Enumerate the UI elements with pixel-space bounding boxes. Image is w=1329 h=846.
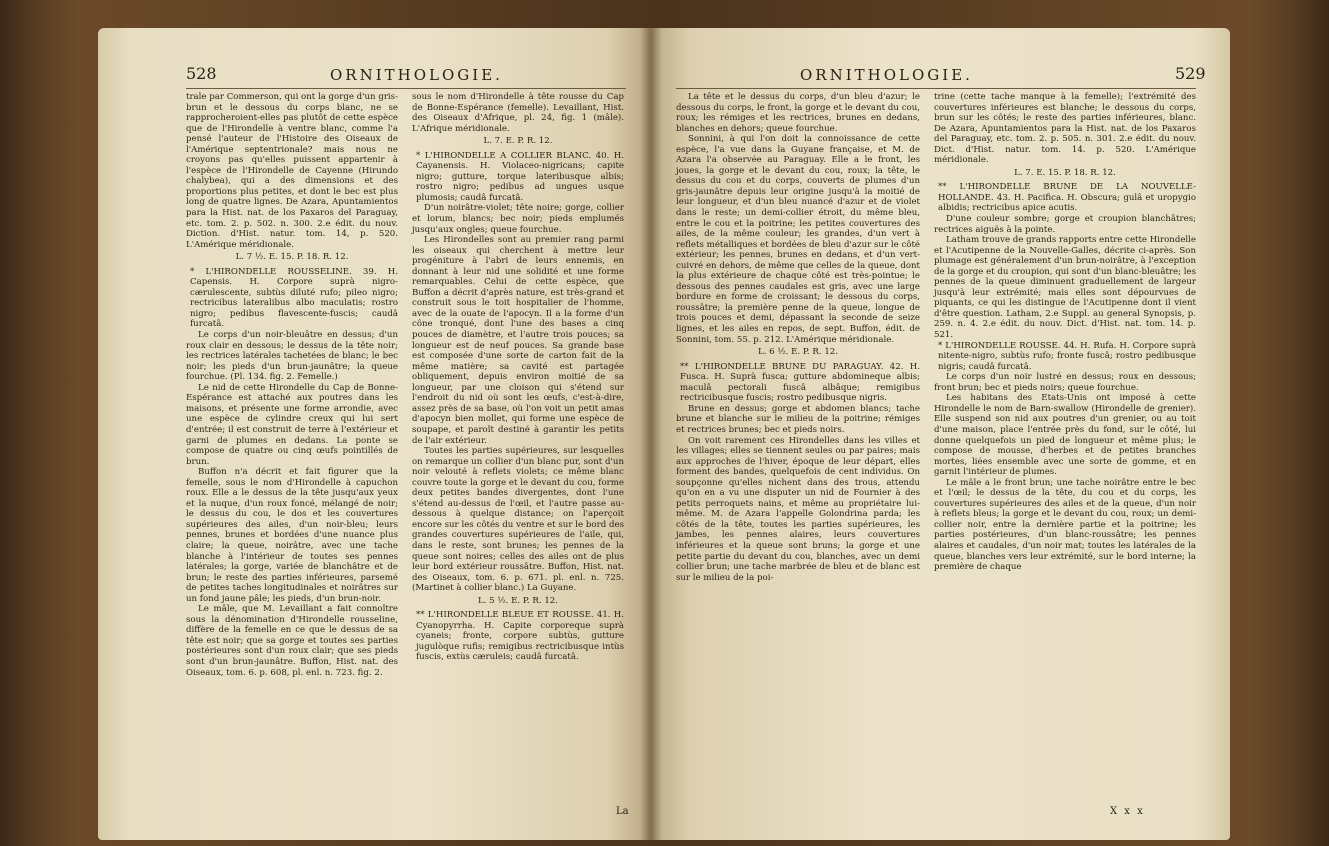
paragraph: trale par Commerson, qui ont la gorge d'un gris-brun et le dessous du corps blanc, ne se rapprocheroient-elles pas plutôt de cette espèce que de l'Hirondelle à ventre blanc, comme l'a pensé l'auteur de l'Histoire des Oiseaux de l'Amérique septentrionale? mais nous ne croyons pas qu'elles puissent appartenir à l'espèce de l'Hirondelle de Cayenne (Hirundo chalybea), qui a des dimensions et des proportions plus petites, et dont le bec est plus long de quatre lignes. De Azara, Apuntamientos para la Hist. nat. de los Paxaros del Paraguay, etc. tom. 2. p. 502. n. 300. 2.e édit. du nouv. Diction. d'Hist. natur. tom. 14, p. 520. L'Amérique méridionale.: [186, 92, 398, 250]
paragraph: Les habitans des Etats-Unis ont imposé à cette Hirondelle le nom de Barn-swallow (Hirondelle de grenier). Elle suspend son nid aux poutres d'un grenier, ou au toit d'une maison, place l'entrée près du fond, sur le côté, lui donne quelquefois un pied de longueur et même plus; le compose de mousse, d'herbes et de petites branches mortes, liées ensemble avec une sorte de gomme, et en garnit l'intérieur de plumes.: [934, 393, 1196, 478]
paragraph: trine (cette tache manque à la femelle); l'extrémité des couvertures inférieures est blanche; le dessous du corps, brun sur les côtés; le reste des parties inférieures, blanc. De Azara, Apuntamientos para la Hist. nat. de los Paxaros del Paraguay, etc. tom. 2. p. 505. n. 301. 2.e édit. du nouv. Dict. d'Hist. natur. tom. 14. p. 520. L'Amérique méridionale.: [934, 92, 1196, 166]
paragraph: Sonnini, à qui l'on doit la connoissance de cette espèce, l'a vue dans la Guyane française, et M. de Azara l'a observée au Paraguay. Elle a le front, les joues, la gorge et le devant du cou, roux; la tête, le dessus du cou et du corps, couverts de plumes d'un gris-jaunâtre depuis leur origine jusqu'à la moitié de leur longueur, et d'un bleu nuancé d'azur et de violet dans le reste; un demi-collier étroit, du même bleu, entre le cou et la poitrine; les petites couvertures des ailes, de la même couleur; les grandes, d'un vert à reflets métalliques et bordées de bleu d'azur sur le côté extérieur; les pennes, brunes en dedans, et d'un vert-cuivré en dehors, de même que celles de la queue, dont la plus extérieure de chaque côté est très-pointue; le dessous des pennes caudales est gris, avec une large bordure en forme de croissant; le dessous du corps, roussâtre; la première penne de la queue, longue de trois pouces et demi, dépassant la seconde de seize lignes, et les ailes en repos, de sept. Buffon, édit. de Sonnini, tom. 55. p. 212. L'Amérique méridionale.: [676, 134, 920, 345]
paragraph: On voit rarement ces Hirondelles dans les villes et les villages; elles se tiennent seules ou par paires; mais aux approches de l'hiver, époque de leur départ, elles forment des bandes, quelquefois de cent individus. On soupçonne qu'elles nichent dans des trous, attendu qu'on en a vu une disputer un nid de Fournier à des petits perroquets nains, et même au propriétaire lui-même. M. de Azara l'appelle Golondrina parda; les côtés de la tête, toutes les parties supérieures, les jambes, les pennes alaires, leurs couvertures inférieures et la queue sont bruns; la gorge et une petite partie du devant du cou, blanches, avec un demi collier brun; une tache marbrée de bleu et de blanc est sur le milieu de la poi-: [676, 435, 920, 583]
signature-mark: X x x: [1110, 806, 1145, 817]
left-page-number: 528: [186, 64, 217, 83]
book-gutter: [640, 28, 662, 840]
paragraph: Le mâle a le front brun; une tache noirâtre entre le bec et l'œil; le dessus de la tête, du cou et du corps, les couvertures supérieures des ailes et de la queue, d'un noir à reflets bleus; la gorge et le devant du cou, roux; un demi-collier noir, entre la dernière partie et la poitrine; les parties postérieures, d'un blanc-roussâtre; les pennes alaires et caudales, d'un noir mat; toutes les latérales de la queue, blanches vers leur extrémité, sur le bord interne; la première de chaque: [934, 477, 1196, 573]
left-column-2: [412, 92, 624, 663]
dimensions-line: L. 7 ½. E. 15. P. 18. R. 12.: [235, 252, 349, 263]
species-entry: * L'HIRONDELLE ROUSSE. 44. H. Rufa. H. Corpore suprà nitente-nigro, subtùs rufo; fronte fuscâ; rostro pedibusque nigris; caudâ furcatâ.: [938, 340, 1196, 372]
paragraph: D'un noirâtre-violet; tête noire; gorge, collier et lorum, blancs; bec noir; pieds emplumés jusqu'aux ongles; queue fourchue.: [412, 203, 624, 235]
paragraph: Buffon n'a décrit et fait figurer que la femelle, sous le nom d'Hirondelle à capuchon roux. Elle a le dessus de la tête jusqu'aux yeux et la nuque, d'un roux foncé, mélangé de noir; le dessus du cou, le dos et les couvertures supérieures des ailes, d'un noir-bleu; leurs pennes, brunes et bordées d'une nuance plus claire; la queue, noirâtre, avec une tache blanche à l'intérieur de toutes ses pennes latérales; la gorge, variée de blanchâtre et de brun; le reste des parties inférieures, parsemé de petites taches longitudinales et noirâtres sur un fond jaune pâle; les pieds, d'un brun-noir.: [186, 467, 398, 604]
paragraph: Les Hirondelles sont au premier rang parmi les oiseaux qui cherchent à mettre leur progéniture à l'abri de leurs ennemis, en donnant à leur nid une solidité et une forme remarquables. Celui de cette espèce, que Buffon a décrit d'après nature, est très-grand et construit sous le toit hospitalier de l'homme, avec de la ouate de l'apocyn. Il a la forme d'un cône tronqué, dont l'une des bases a cinq pouces de diamètre, et l'autre trois pouces; sa longueur est de neuf pouces. Sa grande base est composée d'une sorte de carton fait de la même matière; sa cavité est partagée obliquement, depuis environ moitié de sa longueur, par une cloison qui s'étend sur l'endroit du nid où sont les œufs, c'est-à-dire, assez près de sa base, où l'on voit un petit amas d'apocyn bien mollet, qui forme une espèce de soupape, et paroît destiné à garantir les petits de l'air extérieur.: [412, 235, 624, 446]
dimensions-line: L. 7. E. 15. P. 18. R. 12.: [1014, 167, 1116, 178]
left-running-head: ORNITHOLOGIE.: [330, 66, 503, 84]
paragraph: La tête et le dessus du corps, d'un bleu d'azur; le dessous du corps, le front, la gorge et le devant du cou, roux; les rémiges et les rectrices, brunes en dedans, blanches en dehors; queue fourchue.: [676, 92, 920, 134]
dimensions-line: L. 6 ½. E. P. R. 12.: [757, 347, 838, 358]
left-header-rule: [186, 88, 626, 89]
paragraph: Brune en dessus; gorge et abdomen blancs; tache brune et blanche sur le milieu de la poitrine; rémiges et rectrices brunes; bec et pieds noirs.: [676, 403, 920, 435]
species-entry: ** L'HIRONDELLE BRUNE DU PARAGUAY. 42. H. Fusca. H. Suprà fusca; gutture abdomineque albis; maculâ pectorali fuscâ albâque; remigibus rectricibusque fuscis; rostro pedibusque nigris.: [680, 361, 920, 404]
paragraph: Le corps d'un noir lustré en dessus; roux en dessous; front brun; bec et pieds noirs; queue fourchue.: [934, 372, 1196, 393]
species-entry: ** L'HIRONDELLE BRUNE DE LA NOUVELLE-HOLLANDE. 43. H. Pacifica. H. Obscura; gulâ et uropygio albidis; rectricibus apice acutis.: [938, 182, 1196, 214]
right-running-head: ORNITHOLOGIE.: [800, 66, 973, 84]
dimensions-line: L. 7. E. P. R. 12.: [483, 136, 553, 147]
species-entry: ** L'HIRONDELLE BLEUE ET ROUSSE. 41. H. Cyanopyrrha. H. Capite corporeque suprà cyaneis; fronte, corpore subtùs, gutture jugulòque rufis; remigibus rectricibusque intùs fuscis, extùs cæruleis; caudâ furcatâ.: [416, 610, 624, 663]
dimensions-line: L. 5 ½. E. P. R. 12.: [477, 595, 558, 606]
species-entry: * L'HIRONDELLE A COLLIER BLANC. 40. H. Cayanensis. H. Violaceo-nigricans; capite nigro; gutture, torque lateribusque albis; rostro nigro; pedibus ad ungues usque plumosis; caudâ furcatâ.: [416, 150, 624, 203]
paragraph: Toutes les parties supérieures, sur lesquelles on remarque un collier d'un blanc pur, sont d'un noir velouté à reflets violets; ce même blanc couvre toute la gorge et le devant du cou, forme deux petites bandes divergentes, dont l'une s'étend au-dessus de l'œil, et l'autre passe au-dessous à quelque distance; on l'aperçoit encore sur les côtés du ventre et sur le bord des grandes couvertures supérieures de l'aile, qui, dans le reste, sont brunes; les pennes de la queue sont noires; celles des ailes ont de plus leur bord extérieur roussâtre. Buffon, Hist. nat. des Oiseaux, tom. 6. p. 671. pl. enl. n. 725. (Martinet à collier blanc.) La Guyane.: [412, 446, 624, 594]
right-page-number: 529: [1175, 64, 1206, 83]
left-column-1: [186, 92, 398, 678]
paragraph: D'une couleur sombre; gorge et croupion blanchâtres; rectrices aiguës à la pointe.: [934, 214, 1196, 235]
right-column-2: [934, 92, 1196, 573]
catchword: La: [616, 806, 629, 817]
right-column-1: [676, 92, 920, 583]
paragraph: Latham trouve de grands rapports entre cette Hirondelle et l'Acutipenne de la Nouvelle-Galles, décrite ci-après. Son plumage est généralement d'un brun-noirâtre, à l'exception de la gorge et du croupion, qui sont d'un blanc-bleuâtre; les pennes de la queue diminuent graduellement de largeur jusqu'à leur extrémité; mais elles sont dépourvues de piquants, ce qui les distingue de l'Acutipenne dont il vient d'être question. Latham, 2.e Suppl. au general Synopsis, p. 259. n. 4. 2.e édit. du nouv. Dict. d'Hist. nat. tom. 14. p. 521.: [934, 235, 1196, 341]
paragraph: sous le nom d'Hirondelle à tête rousse du Cap de Bonne-Espérance (femelle). Levaillant, Hist. des Oiseaux d'Afrique, pl. 24, fig. 1 (mâle). L'Afrique méridionale.: [412, 92, 624, 134]
paragraph: Le mâle, que M. Levaillant a fait connoître sous la dénomination d'Hirondelle rousseline, diffère de la femelle en ce que le dessus de sa tête est noir; que sa gorge et toutes ses parties postérieures sont d'un roux clair; que ses pieds sont d'un brun-jaunâtre. Buffon, Hist. nat. des Oiseaux, tom. 6. p. 608, pl. enl. n. 723. fig. 2.: [186, 604, 398, 678]
right-header-rule: [676, 88, 1196, 89]
paragraph: Le nid de cette Hirondelle du Cap de Bonne-Espérance est attaché aux poutres dans les maisons, et présente une forme arrondie, avec une espèce de cylindre creux qui lui sert d'entrée; il est construit de terre à l'extérieur et garni de plumes en dedans. La ponte se compose de quatre ou cinq œufs pointillés de brun.: [186, 382, 398, 467]
paragraph: Le corps d'un noir-bleuâtre en dessus; d'un roux clair en dessous; le dessus de la tête noir; les rectrices latérales tachetées de blanc; le bec noir; les pieds d'un brun-jaunâtre; la queue fourchue. (Pl. 134. fig. 2. Femelle.): [186, 330, 398, 383]
species-entry: * L'HIRONDELLE ROUSSELINE. 39. H. Capensis. H. Corpore suprà nigro-cærulescente, subtùs diluté rufo; pileo nigro; rectricibus lateralibus albo maculatis; rostro nigro; pedibus flavescente-fuscis; caudâ furcatâ.: [190, 266, 398, 330]
